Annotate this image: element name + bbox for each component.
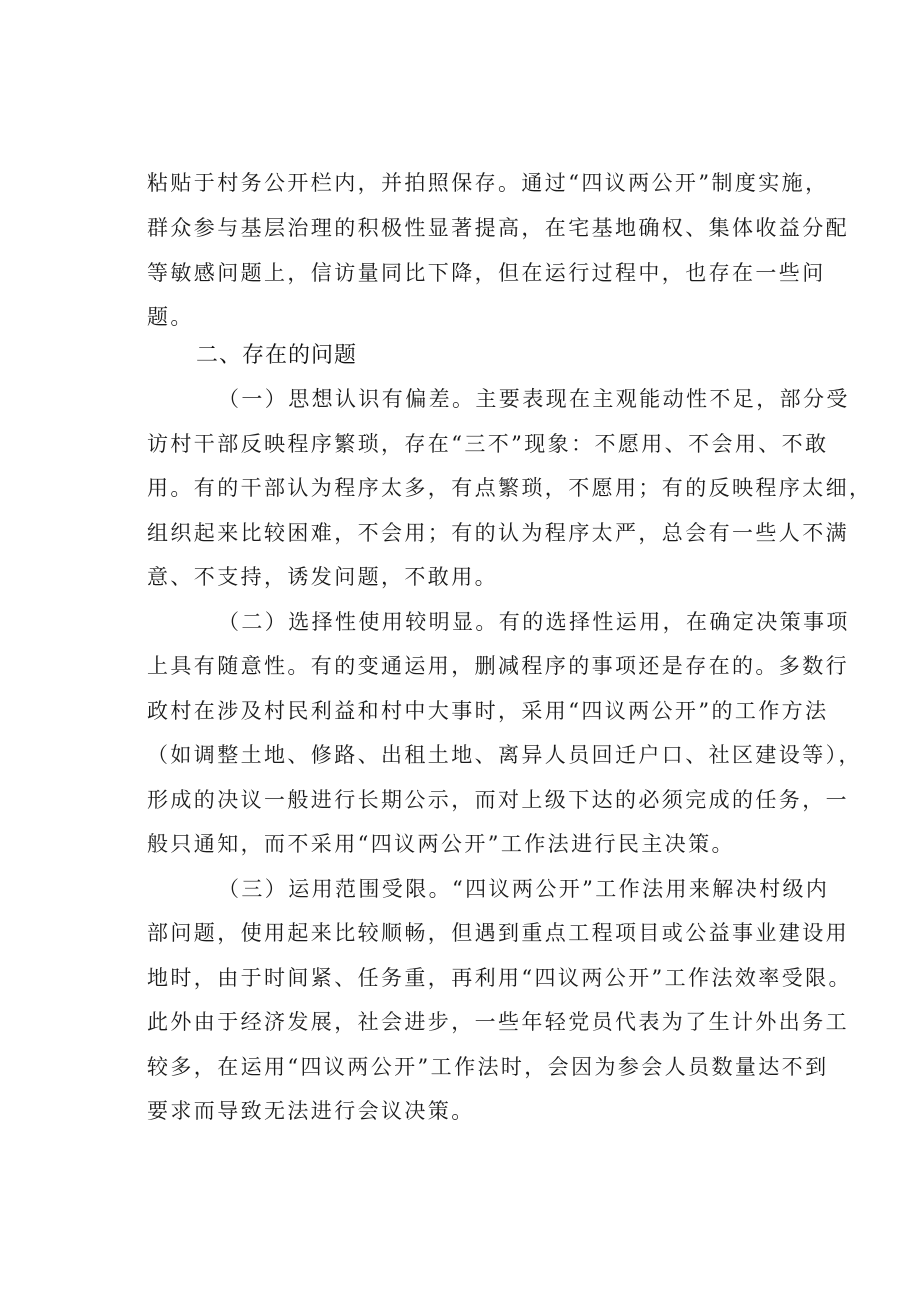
item2-line: 政村在涉及村民利益和村中大事时，采用“四议两公开”的工作方法 <box>147 699 829 723</box>
item3-line: 较多，在运用“四议两公开”工作法时，会因为参会人员数量达不到 <box>147 1055 829 1079</box>
item2-line: 般只通知，而不采用“四议两公开”工作法进行民主决策。 <box>147 832 735 856</box>
intro-line: 群众参与基层治理的积极性显著提高，在宅基地确权、集体收益分配 <box>147 216 849 240</box>
item2-line: 形成的决议一般进行长期公示，而对上级下达的必须完成的任务，一 <box>147 788 849 812</box>
intro-line: 题。 <box>147 305 194 329</box>
section-heading: 二、存在的问题 <box>196 343 358 368</box>
item3-line: 地时，由于时间紧、任务重，再利用“四议两公开”工作法效率受限。 <box>147 966 852 990</box>
item3-line: 要求而导致无法进行会议决策。 <box>147 1099 475 1123</box>
item2-line: （二）选择性使用较明显。有的选择性运用，在确定决策事项 <box>218 610 850 634</box>
item1-line: 访村干部反映程序繁琐，存在“三不”现象：不愿用、不会用、不敢 <box>147 432 829 456</box>
item1-line: 意、不支持，诱发问题，不敢用。 <box>147 565 498 589</box>
item1-line: （一）思想认识有偏差。主要表现在主观能动性不足，部分受 <box>218 387 850 411</box>
item1-line: 用。有的干部认为程序太多，有点繁琐，不愿用；有的反映程序太细， <box>147 476 873 500</box>
intro-line: 等敏感问题上，信访量同比下降，但在运行过程中，也存在一些问 <box>147 261 826 285</box>
item3-line: （三）运用范围受限。“四议两公开”工作法用来解决村级内 <box>218 877 830 901</box>
intro-line: 粘贴于村务公开栏内，并拍照保存。通过“四议两公开”制度实施， <box>147 171 829 195</box>
item3-line: 此外由于经济发展，社会进步，一些年轻党员代表为了生计外出务工 <box>147 1010 849 1034</box>
item1-line: 组织起来比较困难，不会用；有的认为程序太严，总会有一些人不满 <box>147 521 849 545</box>
item3-line: 部问题，使用起来比较顺畅，但遇到重点工程项目或公益事业建设用 <box>147 921 849 945</box>
item2-line: （如调整土地、修路、出租土地、离异人员回迁户口、社区建设等）， <box>147 743 862 767</box>
item2-line: 上具有随意性。有的变通运用，删减程序的事项还是存在的。多数行 <box>147 654 849 678</box>
